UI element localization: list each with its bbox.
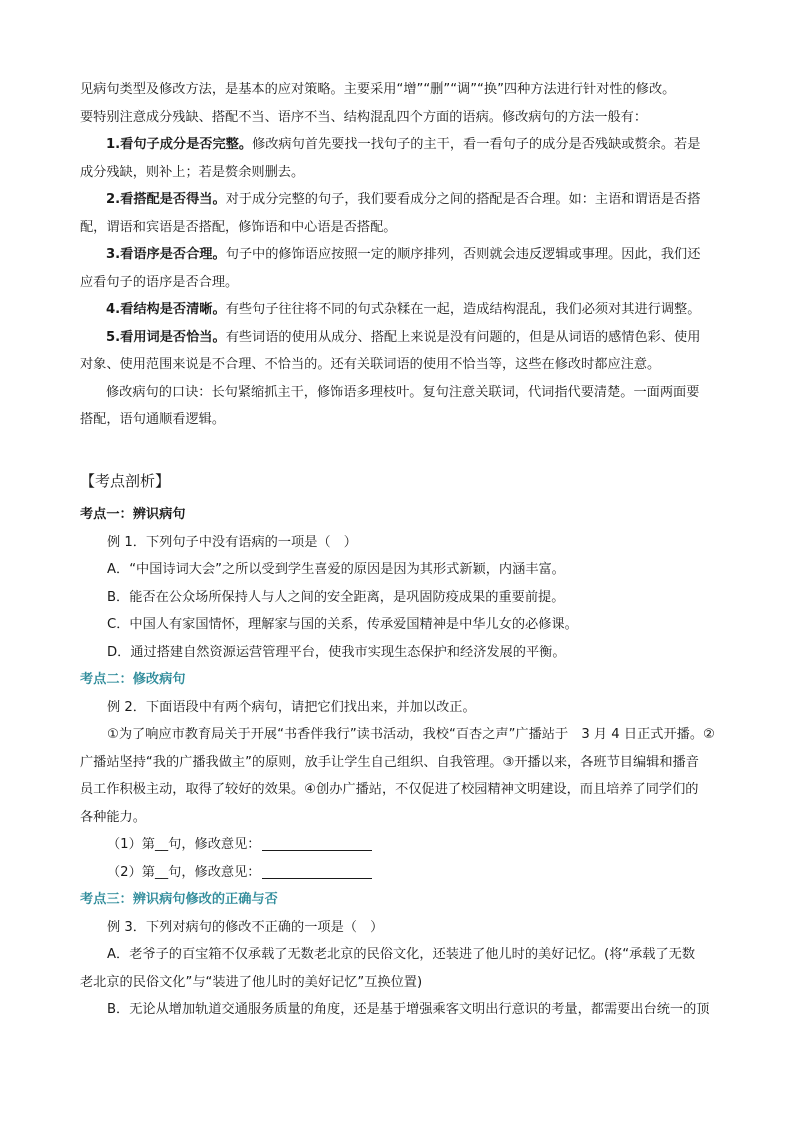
method-item: [80, 324, 740, 352]
method-text: 修改病句首先要找一找句子的主干，看一看句子的成分是否残缺或赘余。若是: [252, 137, 701, 152]
intro-line: 要特别注意成分残缺、搭配不当、语序不当、结构混乱四个方面的语病。修改病句的方法一般有：: [80, 109, 648, 125]
method-title: 5.看用词是否恰当。: [106, 329, 226, 345]
method-title: 4.看结构是否清晰。: [106, 302, 226, 317]
section-title: 【考点剖析】: [80, 472, 171, 490]
method-title: 3.看语序是否合理。: [106, 247, 226, 262]
option-line: 老北京的民俗文化”与“装进了他儿时的美好记忆”互换位置): [80, 974, 423, 990]
example-question: 例 2．下面语段中有两个病句，请把它们找出来，并加以改正。: [107, 699, 476, 715]
method-text: 有些词语的使用从成分、搭配上来说是没有问题的，但是从词语的感情色彩、使用: [225, 329, 701, 345]
kaodian-title: 考点二：修改病句: [80, 672, 186, 687]
method-title: 1.看句子成分是否完整。: [106, 137, 253, 152]
intro-paragraph: [80, 76, 740, 131]
method-title: 2.看搭配是否得当。: [106, 192, 226, 207]
kaodian-2: [80, 666, 740, 886]
example-question: 例 1．下列句子中没有语病的一项是（ ）: [107, 534, 357, 550]
answer-line-1: [80, 831, 740, 859]
kaodian-3: [80, 886, 740, 1024]
method-text: 成分残缺，则补上；若是赘余则删去。: [80, 164, 305, 180]
kaodian-title: 考点一：辨识病句: [80, 507, 186, 522]
method-text: 配，谓语和宾语是否搭配，修饰语和中心语是否搭配。: [80, 219, 397, 235]
mnemonic-line: 搭配，语句通顺看逻辑。: [80, 412, 226, 427]
passage-line: ①为了响应市教育局关于开展“书香伴我行”读书活动，我校“百杏之声”广播站于 3 月 4 日正式开播。②: [107, 727, 715, 742]
method-item: [80, 131, 740, 159]
option-line: B．无论从增加轨道交通服务质量的角度，还是基于增强乘客文明出行意识的考量，都需要出台统一的顶: [107, 1002, 710, 1017]
option-d: D．通过搭建自然资源运营管理平台，使我市实现生态保护和经济发展的平衡。: [107, 644, 566, 660]
answer-blank[interactable]: [262, 864, 372, 879]
answer-prompt: （2）第__句，修改意见：: [107, 864, 261, 880]
option-line: A．老爷子的百宝箱不仅承载了无数老北京的民俗文化，还装进了他儿时的美好记忆。(将“承载了无数: [107, 947, 696, 962]
option-c: C．中国人有家国情怀，理解家与国的关系，传承爱国精神是中华儿女的必修课。: [107, 617, 578, 632]
method-text: 应看句子的语序是否合理。: [80, 274, 239, 290]
method-text: 对于成分完整的句子，我们要看成分之间的搭配是否合理。如：主语和谓语是否搭: [225, 192, 701, 207]
method-text: 句子中的修饰语应按照一定的顺序排列，否则就会违反逻辑或事理。因此，我们还: [225, 247, 701, 262]
methods-list: [80, 131, 740, 434]
answer-blank[interactable]: [262, 836, 372, 851]
intro-line: 见病句类型及修改方法，是基本的应对策略。主要采用“增”“删”“调”“换”四种方法进行针对性的修改。: [80, 82, 676, 97]
kaodian-title: 考点三：辨识病句修改的正确与否: [80, 892, 278, 907]
passage-line: 员工作积极主动，取得了较好的效果。④创办广播站，不仅促进了校园精神文明建设，而且培养了同学们的: [80, 782, 699, 797]
method-text: 有些句子往往将不同的句式杂糅在一起，造成结构混乱，我们必须对其进行调整。: [225, 302, 701, 317]
method-text: 对象、使用范围来说是不合理、不恰当的。还有关联词语的使用不恰当等，这些在修改时都应注意。: [80, 357, 661, 372]
example-question: 例 3．下列对病句的修改不正确的一项是（ ）: [107, 919, 384, 935]
answer-line-2: [80, 859, 740, 887]
passage-line: 广播站坚持“我的广播我做主”的原则，放手让学生自己组织、自我管理。③开播以来，各班节目编辑和播音: [80, 754, 699, 770]
method-item: [80, 241, 740, 269]
method-item: [80, 186, 740, 214]
passage-line: 各种能力。: [80, 809, 146, 825]
kaodian-1: [80, 501, 740, 666]
option-a: A．“中国诗词大会”之所以受到学生喜爱的原因是因为其形式新颖，内涵丰富。: [107, 562, 565, 577]
answer-prompt: （1）第__句，修改意见：: [107, 837, 261, 852]
option-b: B．能否在公众场所保持人与人之间的安全距离，是巩固防疫成果的重要前提。: [107, 589, 565, 605]
mnemonic-line: 修改病句的口诀：长句紧缩抓主干，修饰语多理枝叶。复句注意关联词，代词指代要清楚。一面两面要: [106, 384, 700, 400]
method-item: [80, 296, 740, 324]
